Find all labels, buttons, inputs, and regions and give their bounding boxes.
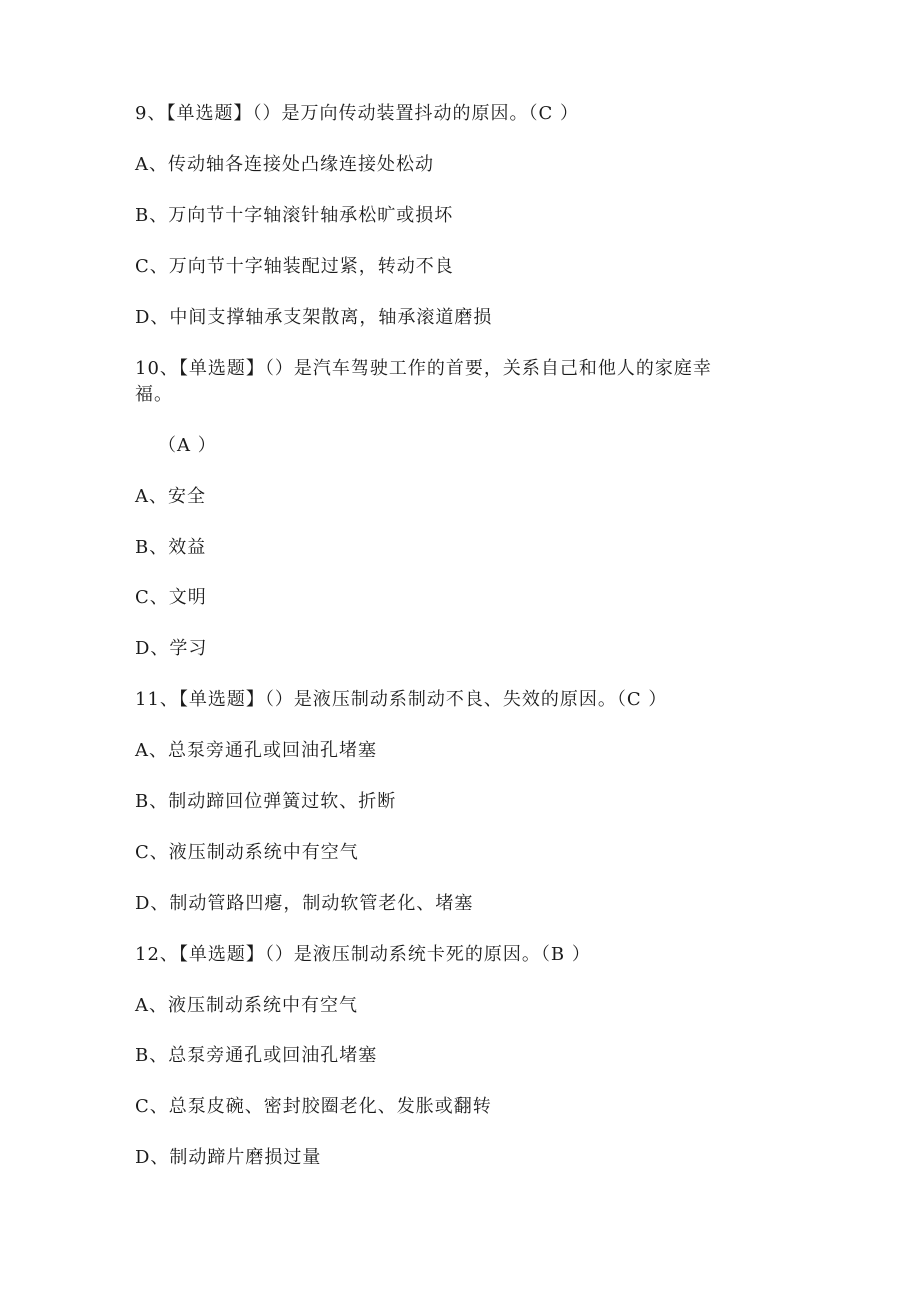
question-11-stem: 11、【单选题】（）是液压制动系制动不良、失效的原因。（C ） bbox=[135, 689, 668, 710]
question-10-option-c: C、文明 bbox=[135, 587, 207, 608]
question-12-option-a: A、液压制动系统中有空气 bbox=[135, 995, 358, 1016]
question-11-option-a: A、总泵旁通孔或回油孔堵塞 bbox=[135, 740, 377, 761]
question-12-stem: 12、【单选题】（）是液压制动系统卡死的原因。（B ） bbox=[135, 944, 591, 965]
question-11-option-c: C、液压制动系统中有空气 bbox=[135, 842, 359, 863]
question-10-stem-continuation: 福。 bbox=[135, 384, 173, 405]
question-9-option-a: A、传动轴各连接处凸缘连接处松动 bbox=[135, 154, 434, 175]
question-10-option-a: A、安全 bbox=[135, 486, 206, 507]
question-10-stem: 10、【单选题】（）是汽车驾驶工作的首要，关系自己和他人的家庭幸 bbox=[135, 358, 712, 379]
question-9-option-b: B、万向节十字轴滚针轴承松旷或损坏 bbox=[135, 205, 454, 226]
question-12-option-d: D、制动蹄片磨损过量 bbox=[135, 1147, 322, 1168]
question-11-option-d: D、制动管路凹瘪，制动软管老化、堵塞 bbox=[135, 893, 474, 914]
question-9-option-c: C、万向节十字轴装配过紧，转动不良 bbox=[135, 256, 454, 277]
question-12-option-c: C、总泵皮碗、密封胶圈老化、发胀或翻转 bbox=[135, 1096, 492, 1117]
question-12-option-b: B、总泵旁通孔或回油孔堵塞 bbox=[135, 1045, 378, 1066]
question-9-option-d: D、中间支撑轴承支架散离，轴承滚道磨损 bbox=[135, 307, 493, 328]
question-10-option-b: B、效益 bbox=[135, 537, 207, 558]
question-9-stem: 9、【单选题】（）是万向传动装置抖动的原因。（C ） bbox=[135, 103, 579, 124]
question-10-option-d: D、学习 bbox=[135, 638, 208, 659]
question-10-answer: （A ） bbox=[158, 435, 217, 456]
question-11-option-b: B、制动蹄回位弹簧过软、折断 bbox=[135, 791, 397, 812]
